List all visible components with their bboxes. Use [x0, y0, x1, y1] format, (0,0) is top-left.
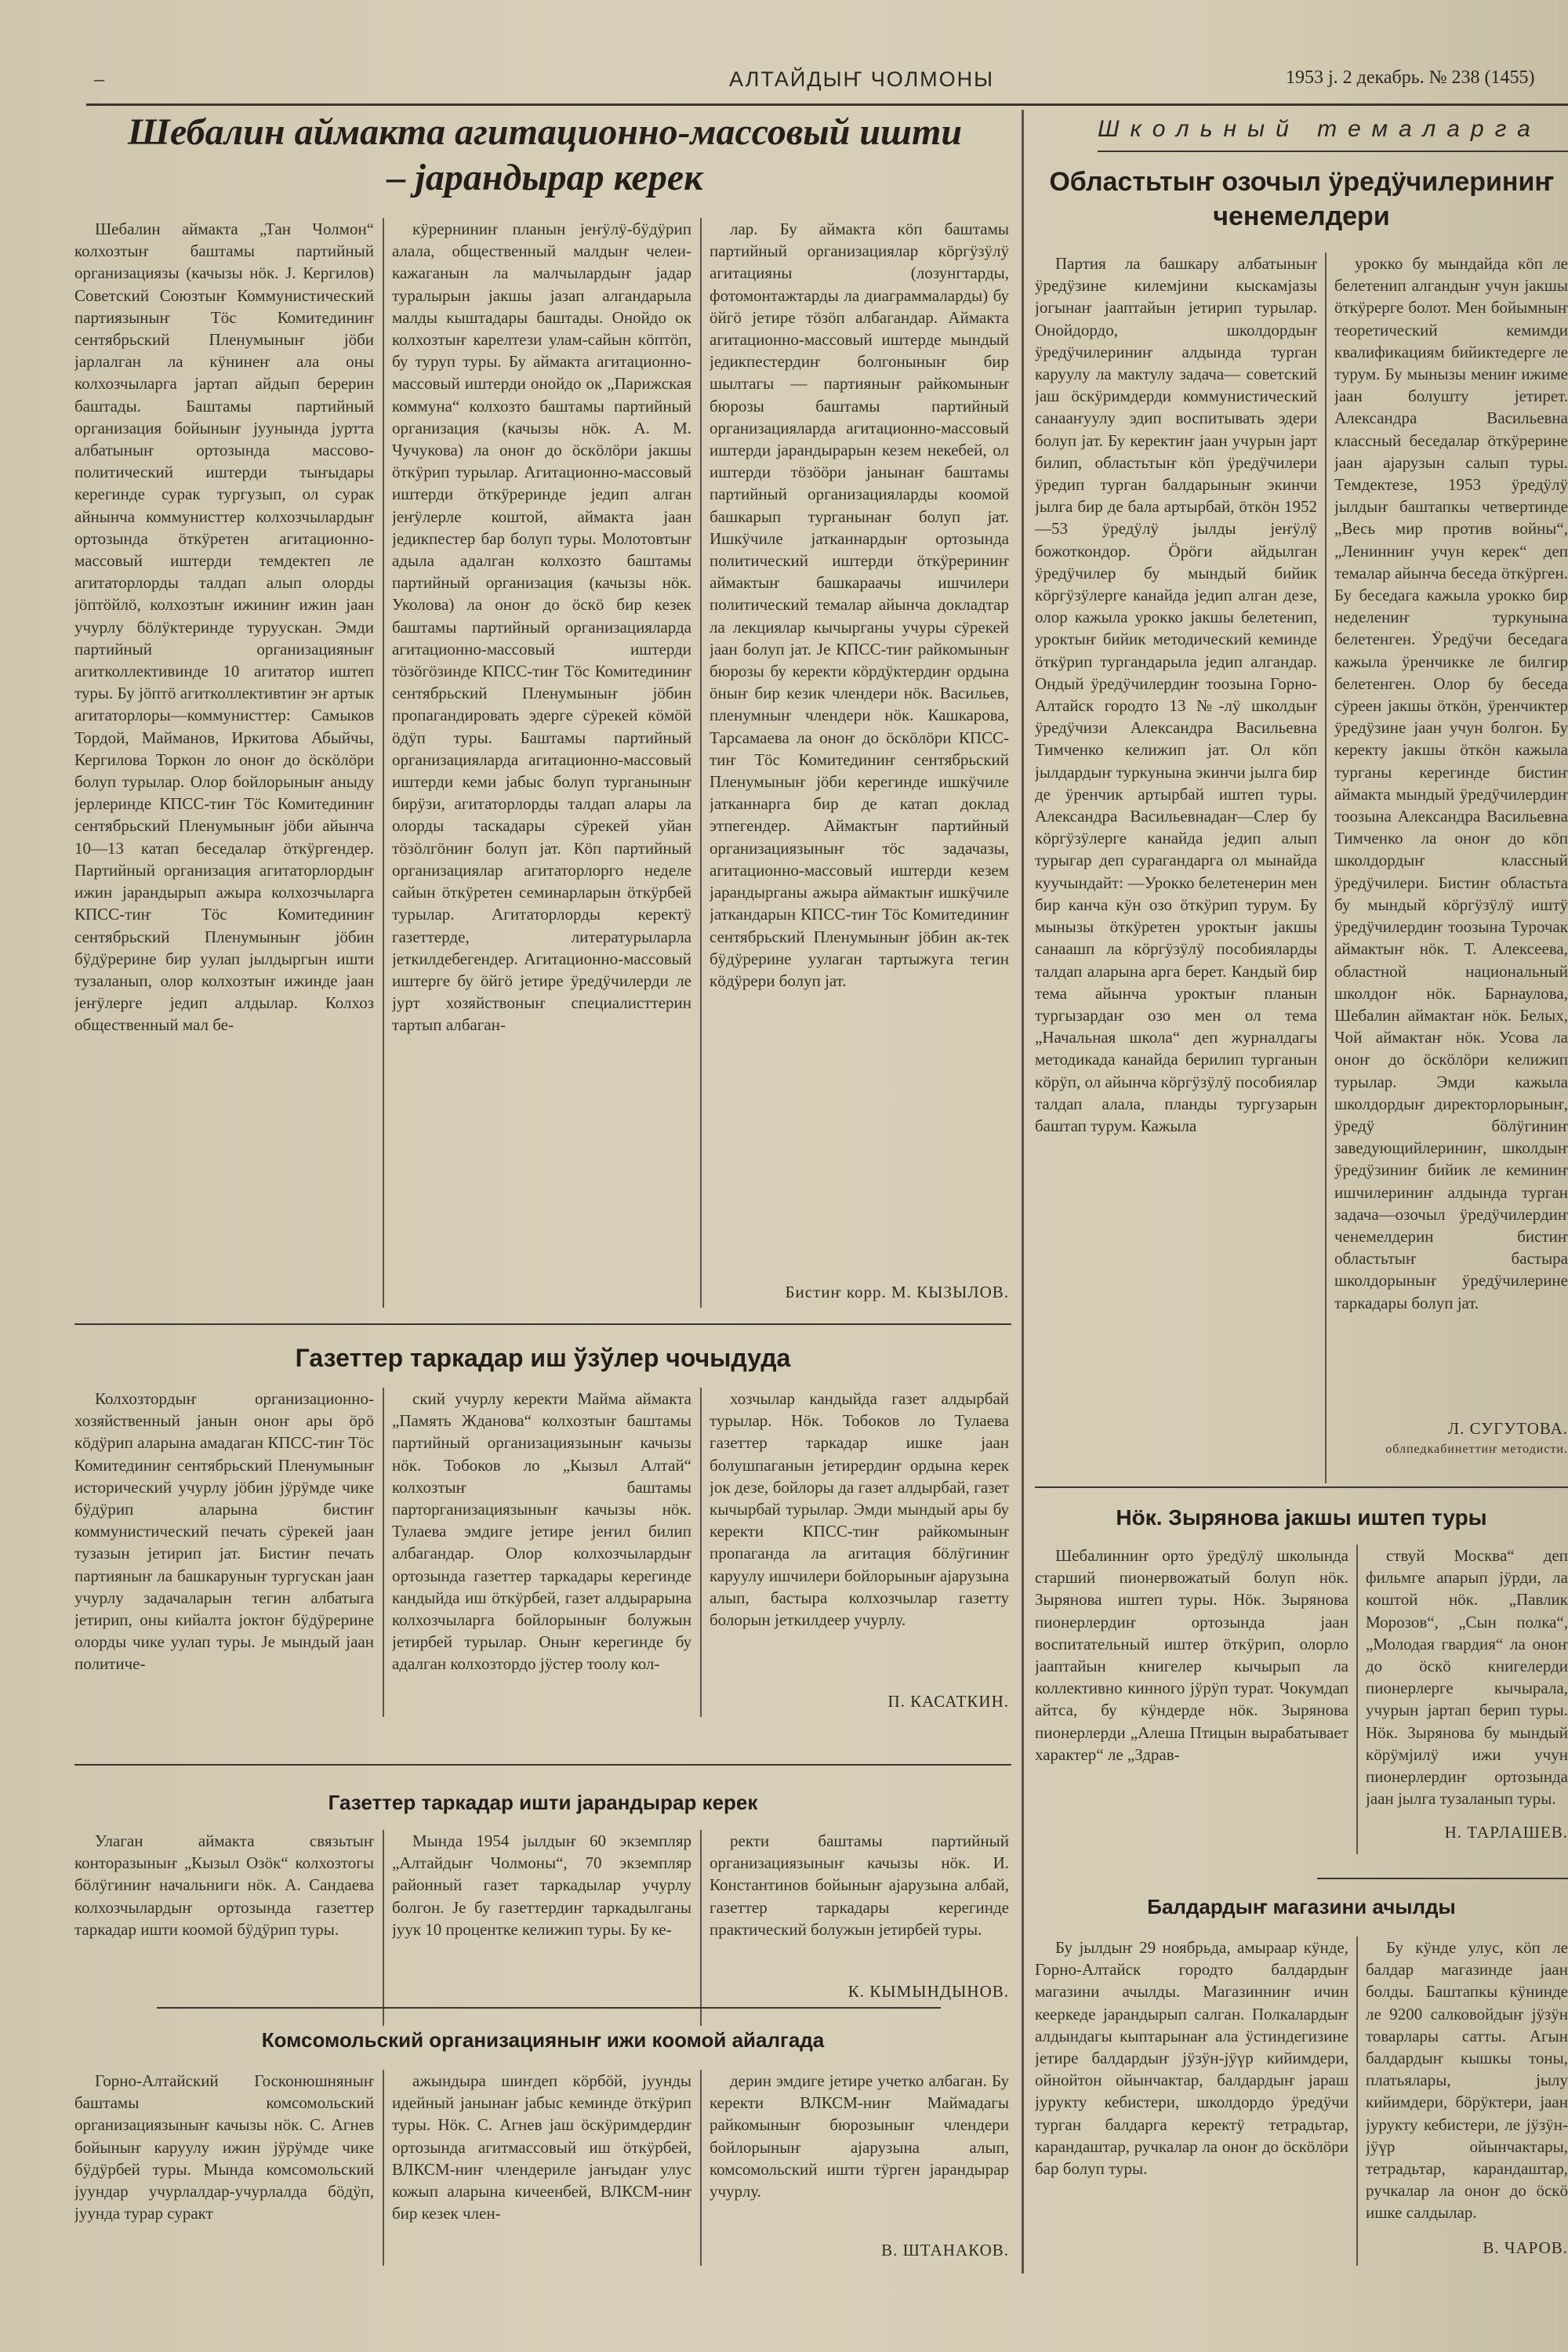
article7-signature: В. ЧАРОВ. [1483, 2238, 1568, 2257]
article1-col1-text: Шебалин аймакта „Тан Чолмон“ колхозтыҥ баштамы партийный организациязы (качызы нӧк. Ј. Кергилов) Советский Союзтыҥ Коммунистический партиязыныҥ Тӧс Комитединиҥ сентябрьский Пленумыныҥ јӧби јарлалган ла кӱнинеҥ ала оны колхозчыларга јартап айдып берерин баштады. Баштамы партийный организация бойыныҥ јуунында јуртта албатыныҥ ортозында массово-политический иштерди тыҥыдары керегинде сурак тургузып, ол сурак айнынча коммунисттер колхозчылардыҥ ортозында ӧткӱретен агитационно-массовый иштерди темдектеп ле агитаторлорды талдап алып олорды јӧптӧйлӧ, колхозтыҥ ижиниҥ ижин јаан учурлу бӧлӱктеринде туруускан. Эмди партийный организацияныҥ агитколлективинде 10 агитатор иштеп туры. Бу јӧптӧ агитколлективтиҥ эҥ артык агитаторлоры—коммунисттер: Самыков Тордой, Майманов, Иркитова Абыйчы, Кергилова Торкон ло оноҥ до ӧскӧлӧри болуп турылар. Олор бойлорыныҥ аныду јерлеринде КПСС-тиҥ Тӧс Комитединиҥ сентябрьский Пленумыныҥ јӧби айынча 10—13 катап беседалар ӧткӱргендер. Партийный организация агитаторлордыҥ ижин јарандырып ажыра колхозчыларга КПСС-тиҥ Тӧс Комитединиҥ сентябрьский Пленумыныҥ јӧбин бӱдӱрерине бир уулап јылдыргын ишти тузаланып, олор колхозтыҥ ижинде јаан јеҥӱлерге једип алдылар. Колхоз общественный мал бе- [74, 220, 374, 1035]
column-divider [700, 218, 702, 1308]
masthead-rule [86, 103, 1568, 106]
article7-col2-text: Бу кӱнде улус, кӧп ле балдар магазинде јаан болды. Баштапкы кӱнинде ле 9200 салковойдыҥ јӱзӱн товарлары сатты. Агын балдардыҥ кышкы тоны, платьялары, јылу кийимдери, бӧрӱктери, јаан јурукту кебистери, ле јӱзӱн-јӱүр ойынчактары, тетрадьтар, карандаштар, ручкалар ла оноҥ до ӧскӧ ишке салдылар. [1366, 1938, 1568, 2223]
article3-col2 [392, 1830, 691, 2026]
article6-col1-text: Шебалинниҥ орто ӱредӱлӱ школында старший пионервожатый болуп нӧк. Зырянова иштеп туры. Нӧк. Зырянова пионерлердиҥ ортозында јаан воспитательный иштер ӧткӱрип, олорло јааптайын книгелер кычырып ла коллективно кинного јӱрӱп турат. Чокумдап айтса, бу кӱндерде нӧк. Зырянова пионерлерди „Алеша Птицын вырабатывает характер“ ле „Здрав- [1035, 1546, 1348, 1764]
section-rule [1317, 1878, 1568, 1879]
article3-col3-text: ректи баштамы партийный организациязыныҥ качызы нӧк. И. Константинов бойыныҥ ајарузына албай, газеттер таркадары керегинде практический болужын јетирбей туры. [710, 1831, 1009, 1939]
article6-signature: Н. ТАРЛАШЕВ. [1444, 1823, 1568, 1842]
article3-signature: К. КЫМЫНДЫНОВ. [848, 1982, 1009, 2001]
article1-col3 [710, 218, 1009, 1272]
masthead [0, 67, 1568, 99]
section-rule [157, 2007, 941, 2009]
article2-signature: П. КАСАТКИН. [887, 1692, 1009, 1711]
article4-signature: В. ШТАНАКОВ. [881, 2241, 1009, 2259]
column-divider [383, 1388, 384, 1717]
article4-col1-text: Горно-Алтайский Госконюшняныҥ баштамы комсомольский организациязыныҥ качызы нӧк. С. Агнев бойыныҥ каруулу ижин јӱрӱмде чике бӱдӱрбей туры. Мында комсомольский јуундар учурлалдар-учурлалда бӧдӱп, јуунда турар суракт [74, 2071, 374, 2223]
column-divider [383, 218, 384, 1308]
article4-col2-text: ажындыра шиҥдеп кӧрбӧй, јуунды идейный јанынаҥ јабыс кеминде ӧткӱрип туры. Нӧк. С. Агнев јаш ӧскӱримдердиҥ ортозында агитмассовый иш ӧткӱрбей, ВЛКСМ-ниҥ члендериле јаҥыдаҥ улус кожып аларына кичеенбей, ВЛКСМ-ниҥ бир кезек член- [392, 2071, 691, 2223]
article4-col3 [710, 2070, 1009, 2230]
page-column-separator [1022, 110, 1024, 2274]
article5-headline-line2: ченемелдери [1213, 201, 1390, 231]
article2-col1-text: Колхозтордыҥ организационно-хозяйственный јанын оноҥ ары ӧрӧ кӧдӱрип аларына амадаган КПСС-тиҥ Тӧс Комитединиҥ сентябрьский Пленумыныҥ исторический учурлу јӧбин јӱрӱмде чике бӱдӱрип аларына бистиҥ коммунистический печать сӱрекей јаан тузазын јетирип јат. Бистиҥ печать партияныҥ ла башкаруныҥ тургускан јаан учурлу задачаларын тегин албатыга јетирип, оны кийалта јоктоҥ бӱдӱрерине олорды чике уулап туры. Је мындый јаан политиче- [74, 1389, 374, 1674]
column-divider [383, 2070, 384, 2266]
kicker-rule [1098, 151, 1568, 152]
article4-col2 [392, 2070, 691, 2266]
column-divider [1356, 1936, 1358, 2266]
article5-col1 [1035, 252, 1317, 1472]
article2-col1 [74, 1388, 374, 1717]
newspaper-title: АЛТАЙДЫҤ ЧОЛМОНЫ [729, 67, 995, 91]
article4-headline: Комсомольский организацияныҥ ижи коомой айалгада [261, 2028, 825, 2052]
article3-headline: Газеттер таркадар ишти јарандырар керек [328, 1791, 758, 1814]
article5-col2 [1334, 252, 1568, 1409]
column-divider [1356, 1544, 1358, 1854]
article6-col2-text: ствуй Москва“ деп фильмге апарып јӱрди, ла коштой нӧк. „Павлик Морозов“, „Сын полка“, „Молодая гвардия“ ла оноҥ до ӧскӧ книгелерди пионерлерге кычырала, учурын јартап берип туры. Нӧк. Зырянова бу мындый кӧрӱмјилӱ ижи учун пионерлердиҥ ортозында јаан јылга тузаланып туры. [1366, 1546, 1568, 1809]
article5-headline-line1: Областьтыҥ озочыл ӱредӱчилериниҥ [1049, 167, 1554, 197]
article5-signature-role: облпедкабинеттиҥ методисти. [1385, 1443, 1568, 1456]
article1-headline [74, 110, 1015, 212]
column-divider [700, 2070, 702, 2266]
article7-col1-text: Бу јылдыҥ 29 ноябрьда, амыраар кӱнде, Горно-Алтайск городто балдардыҥ магазини ачылды. Магазинниҥ ичин кееркеде јарандырып салган. Полкалардыҥ алдындагы кыптарынаҥ ала ӱстиндегизине јетире балдардыҥ јӱзӱн-јӱүр кийимдери, ойнойтон ойынчактар, балдардыҥ јараш јурукту кебистери, школдордо ӱредӱчи турган балдарга керектӱ тетрадьтар, карандаштар, ручкалар ла оноҥ до ӧскӧлӧри бар болуп туры. [1035, 1938, 1348, 2179]
article4-col3-text: дерин эмдиге јетире учетко албаган. Бу керекти ВЛКСМ-ниҥ Маймадагы райкомыныҥ бюрозыныҥ члендери бойлорыныҥ ајарузына алып, комсомольский ишти тӱрген јарандырар учурлу. [710, 2071, 1009, 2201]
article1-signature: Бистиҥ корр. М. КЫЗЫЛОВ. [785, 1283, 1009, 1301]
article7-col2 [1366, 1936, 1568, 2223]
masthead-dash: – [94, 67, 104, 90]
article5-headline [1035, 165, 1568, 234]
article1-headline-line2: – јарандырар керек [387, 157, 703, 198]
article1-col2-text: кӱрерниниҥ планын јеҥӱлӱ-бӱдӱрип алала, общественный малдыҥ челеи-кажаганын ла малчылардыҥ јадар туралырын јакшы јазап алгандарыла малды кыштадары баштады. Онойдо ок колхозтыҥ карелтези улам-сайын кӧптӧп, бу туруп туры. Бу аймакта агитационно-массовый иштерди онойдо ок „Парижская коммуна“ колхозто баштамы партийный организация (качызы нӧк. А. М. Чучукова) ла оноҥ до ӧскӧлӧри јакшы ӧткӱрип турылар. Агитационно-массовый иштерди ӧткӱреринде једип алган јеҥӱлерле коштой, аймакта јаан једикпестер бар болуп туры. Молотовтыҥ адыла адалган колхозто баштамы партийный организация (качызы нӧк. Уколова) ла оноҥ до ӧскӧ бир кезек баштамы партийный организацияларда агитационно-массовый иштерди тӧзӧгӧзинде КПСС-тиҥ Тӧс Комитединиҥ сентябрьский Пленумыныҥ јӧбин пропагандировать эдерге сӱрекей кӧмӧй ӧдӱп туры. Баштамы партийный организацияларда агитационно-массовый иштерди кеми јабыс болуп турганыныҥ бирӱзи, агитаторлорды талдап алары ла олорды таскадары сӱрекей уйан тӧзӧлгӧниҥ болуп јат. Кӧп партийный организациялар агитаторлорго неделе сайын ӧткӱретен семинарларын ӧткӱрбей турылар. Агитаторлорды керектӱ газеттерде, литературыларла јеткилдебегендер. Агитационно-массовый иштерге бу ӧйгӧ јетире ӱредӱчилерди ле јурт хозяйствоныҥ специалисттерин тартып албаган- [392, 220, 691, 1035]
section-rule [74, 1323, 1011, 1325]
column-divider [700, 1830, 702, 2026]
article1-col1 [74, 218, 374, 1308]
article5-kicker: Школьный темаларга [1098, 116, 1541, 142]
article6-col1 [1035, 1544, 1348, 1854]
article6-col2 [1366, 1544, 1568, 1815]
article7-col1 [1035, 1936, 1348, 2266]
issue-date: 1953 ј. 2 декабрь. № 238 (1455) [1286, 67, 1535, 88]
article4-col1 [74, 2070, 374, 2266]
article2-col3 [710, 1388, 1009, 1678]
article3-col3 [710, 1830, 1009, 1971]
article2-col2-text: ский учурлу керекти Майма аймакта „Память Жданова“ колхозтыҥ баштамы партийный организациязыныҥ качызы нӧк. Тобоков ло „Кызыл Алтай“ колхозтыҥ баштамы парторганизациязыныҥ качызы нӧк. Тулаева эмдиге јетире јеҥил билип албагандар. Олор колхозчылардыҥ ортозында газеттер таркадары керегинде кандыйда иш ӧткӱрбей, газет алдырарына колхозчыларга бойлорыныҥ болужын јетирбей турылар. Оныҥ керегинде бу адалган колхозтордо јӱстер тоолу кол- [392, 1389, 691, 1674]
article2-headline: Газеттер таркадар иш ўзўлер чочыдуда [295, 1344, 791, 1372]
article5-col1-text: Партия ла башкару албатыныҥ ӱредӱзине килемјини кыскамјазы јогынаҥ јааптайын јетирип турылар. Онойдордо, школдордыҥ ӱредӱчилериниҥ алдында турган каруулу ла мактулу задача— советский јаш ӧскӱримдерди коммунистический санааҥуулу эдип воспитывать эдери болуп јат. Бу керектиҥ јаан учурын јарт билип, областьтыҥ кӧп ӱредӱчилери ӱредип турган балдарыныҥ экинчи јылга бир де бала артырбай, ӧткӧн 1952—53 ӱредӱлӱ јылды јеҥӱлӱ божоткондор. Ӧрӧги айдылган ӱредӱчилер бу мындый бийик кӧргӱзӱлерге канайда једип алган дезе, олор кажыла урокко јакшы белетенип, уроктыҥ бийик методический кеминде ӧткӱрип тургандарыла једип алгандар. Ондый ӱредӱчилердиҥ тоозына Горно-Алтайск городто 13 №-лӱ школдыҥ ӱредӱчизи Александра Васильевна Тимченко келижип јат. Ол кӧп јылдардыҥ туркунына экинчи јылга бир де ӱренчик артырбай иштеп туры. Александра Васильевнадаҥ—Слер бу кӧргӱзӱлерге канайда једип алып турыгар деп сурагандарга ол мынайда куучындайт: —Урокко белетенерин мен бир канча кӱн озо ӧткӱрип турум. Бу мынызы ӧткӱретен уроктыҥ јакшы санаашп ла кӧргӱзӱлӱ пособияларды талдап аларына арга берет. Кандый бир тема айынча уроктыҥ планын тургызардаҥ озо мен ол тема „Начальная школа“ деп журналдагы методикада канайда берилип турганын кӧрӱп, ол айынча кӧргӱзӱлӱ пособиялар талдап алала, планды тургузарын баштап турум. Кажыла [1035, 254, 1317, 1135]
article3-col2-text: Мында 1954 јылдыҥ 60 экземпляр „Алтайдыҥ Чолмоны“, 70 экземпляр районный газет таркадылар учурлу болгон. Је бу газеттердиҥ таркадылганы јуук 10 процентке келижип туры. Бу ке- [392, 1831, 691, 1939]
article5-signature: Л. СУГУТОВА. [1447, 1419, 1568, 1438]
section-rule [74, 1764, 1011, 1766]
article3-col1-text: Улаган аймакта связьтыҥ конторазыныҥ „Кызыл Озӧк“ колхозтогы бӧлӱгиниҥ начальниги нӧк. А. Сандаева колхозчылардыҥ ортозында газеттер таркадар ишти коомой бӱдӱрип туры. [74, 1831, 374, 1939]
column-divider [700, 1388, 702, 1717]
column-divider [383, 1830, 384, 2026]
article1-col2 [392, 218, 691, 1308]
article3-col1 [74, 1830, 374, 2026]
article7-headline: Балдардыҥ магазини ачылды [1147, 1895, 1456, 1918]
article1-headline-line1: Шебалин аймакта агитационно-массовый ишти [127, 111, 963, 153]
article5-col2-text: урокко бу мындайда кӧп ле белетенип алгандыҥ учун јакшы ӧткӱрерге болот. Мен бойымныҥ теоретический кемимди квалификациям бийиктедерге ле турум. Бу мынызы мениҥ ижиме јаан болушту јетирет. Александра Васильевна классный беседалар ӧткӱрерине јаан ајарузын салып туры. Темдектезе, 1953 ӱредӱлӱ јылдыҥ баштапкы четвертинде „Весь мир против войны“, „Ленинниҥ учун керек“ деп темалар айынча беседа ӧткӱрген. Бу беседага кажыла урокко бир неделениҥ туркунына белетенген. Ӱредӱчи беседага кажыла ӱренчикке ле билгир белетенген. Олор бу беседа сӱреен јакшы ӧткӧн, ӱренчиктер ӱредӱзине јаан учун болгон. Бу керекту јакшы ӧткӧн кажыла турганы керегинде бистиҥ аймакта мындый ӱредӱчилердиҥ тоозына Александра Васильевна Тимченко ла оноҥ до кӧп школдордыҥ классный ӱредӱчилери. Бистиҥ областьта бу мындый кӧргӱзӱлӱ иштӱ ӱредӱчилердиҥ тоозына Турочак аймактыҥ нӧк. Т. Алексеева, областной национальный школдоҥ нӧк. Барнаулова, Шебалин аймактаҥ нӧк. Белых, Чой аймактаҥ нӧк. Усова ла оноҥ до ӧскӧлӧри келижип турылар. Эмди кажыла школдордыҥ директорлорыныҥ, ӱредӱ бӧлӱгиниҥ заведующийлериниҥ, школдыҥ ӱредӱзиниҥ бийик ле кеминиҥ ишчилериниҥ алдында турган задача—озочыл ӱредӱчилердиҥ ченемелдерин бистиҥ областьтыҥ бастыра школдорыныҥ ӱредӱчилерине таркадары болуп јат. [1334, 254, 1568, 1312]
article6-headline: Нӧк. Зырянова јакшы иштеп туры [1116, 1505, 1487, 1530]
article2-col3-text: хозчылар кандыйда газет алдырбай турылар. Нӧк. Тобоков ло Тулаева газеттер таркадар ишке јаан болушпаганын јетирердиҥ ордына керек јок дезе, бойлоры да газет алдырбай, газет кычырбай турылар. Эмди мындый ары бу керекти КПСС-тиҥ райкомыныҥ пропаганда ла агитация бӧлӱгиниҥ каруулу ишчилери бойлорыныҥ ајарузына алып, бастыра колхозчылар газетту болорын јеткилдеер учурлу. [710, 1389, 1009, 1630]
column-divider [1325, 252, 1327, 1483]
section-rule [1035, 1486, 1568, 1488]
article1-col3-text: лар. Бу аймакта кӧп баштамы партийный организациялар кӧргӱзӱлӱ агитацияны (лозунгтарды, фотомонтажтарды ла диаграммаларды) бу ӧйгӧ јетире тӧзӧп албагандар. Аймакта агитационно-массовый иштерде мындый једикпестердиҥ болгоныныҥ бир шылтагы — партияныҥ райкомыныҥ бюрозы баштамы партийный организацияларда агитационно-массовый иштерди јарандырарын кезем некебей, ол иштерди тӧзӧӧри јанынаҥ баштамы партийный организацияларды коомой башкарып турганынаҥ болуп јат. Ишкӱчиле јатканнардыҥ ортозында политический иштерди ӧткӱрериниҥ аймактыҥ башкараачы ишчилери политический темалар айынча докладтар ла лекциялар кычырганы учуры сӱрекей јаан болуп јат. Је КПСС-тиҥ райкомыныҥ бюрозы бу керекти кӧрдӱктердиҥ ордына ӧныҥ бир кезик члендери нӧк. Васильев, пленумныҥ члендери нӧк. Кашкарова, Тарсамаева ла оноҥ до ӧскӧлӧри КПСС-тиҥ Тӧс Комитединиҥ сентябрьский Пленумыныҥ јӧби керегинде ишкӱчиле јатканнарга бир де катап доклад этпегендер. Аймактыҥ партийный организациязыныҥ тӧс задачазы, агитационно-массовый иштерди кезем јарандырганы ажыра аймактыҥ ишкӱчиле јаткандарын КПСС-тиҥ Тӧс Комитединиҥ сентябрьский Пленумыныҥ јӧбин ак-тек бӱдӱрерине уулаган тартыжуга тегин кӧдӱрери болуп јат. [710, 220, 1009, 990]
article2-col2 [392, 1388, 691, 1717]
